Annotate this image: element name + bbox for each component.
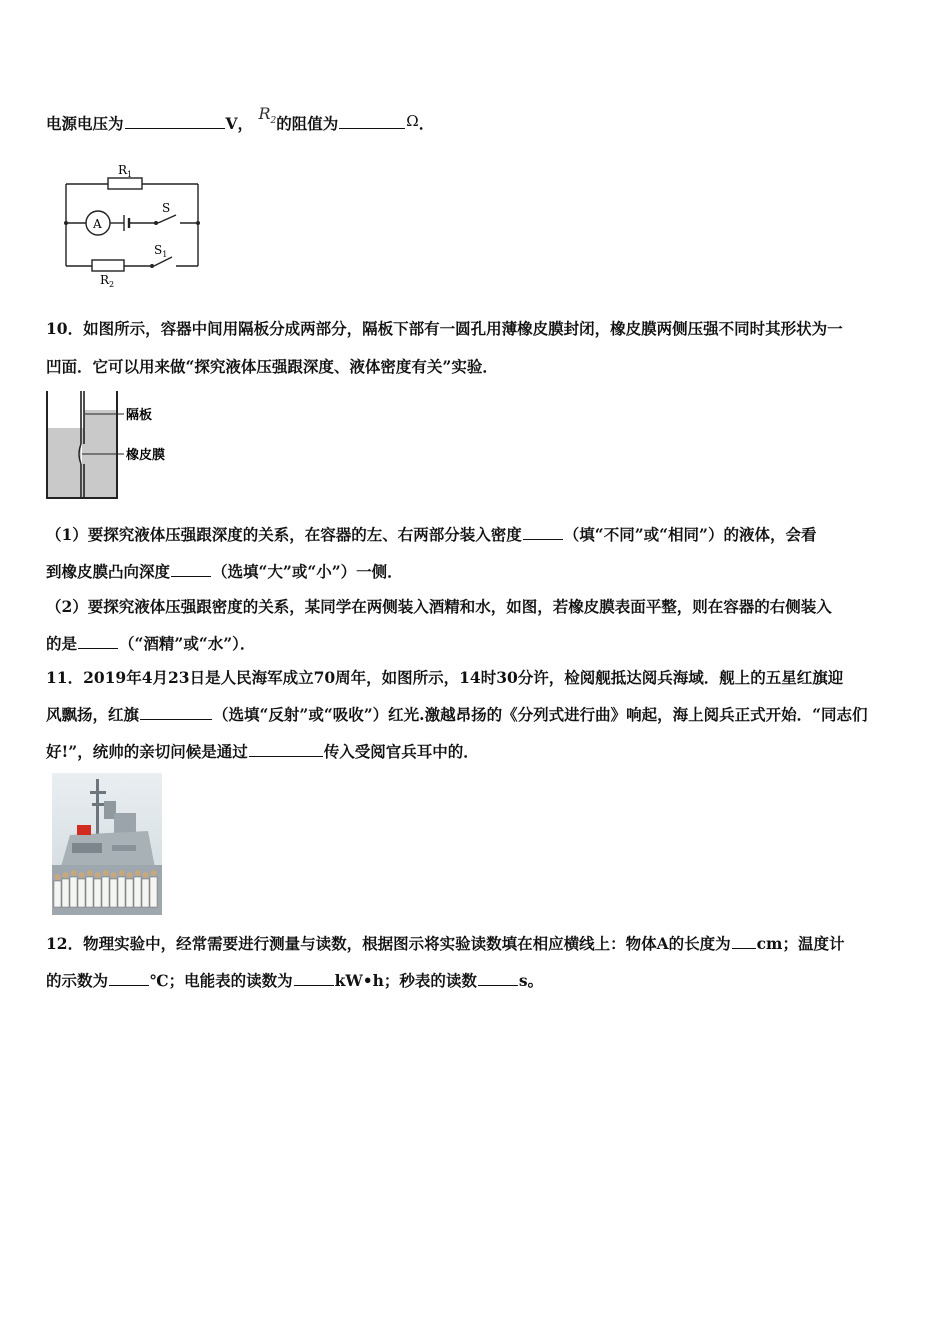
resistor-r2 [92, 260, 124, 271]
label-partition: 隔板 [126, 408, 153, 423]
q12-stopwatch-blank[interactable] [478, 971, 518, 986]
q12-temperature-blank[interactable] [109, 971, 149, 986]
q12-energy-blank[interactable] [294, 971, 334, 986]
q10-p1-line2: 到橡皮膜凸向深度 （选填“大”或“小”）一侧． [46, 562, 403, 581]
q12-length-blank[interactable] [732, 934, 756, 949]
q10-depth-blank[interactable] [171, 562, 211, 577]
q10-line2: 凹面．它可以用来做“探究液体压强跟深度、液体密度有关”实验． [46, 357, 498, 376]
q11-reflect-blank[interactable] [140, 705, 212, 720]
label-s: S [162, 201, 171, 215]
q12-line2: 的示数为 ℃；电能表的读数为 kW•h；秒表的读数 s。 [46, 971, 544, 990]
r2-symbol: $R_2$ [258, 104, 277, 127]
label-membrane: 橡皮膜 [126, 448, 166, 463]
resistor-r1 [108, 178, 142, 189]
q10-liquid-blank[interactable] [78, 634, 118, 649]
q10-p2-line2: 的是 （“酒精”或“水”）． [46, 634, 256, 653]
warship-photo [52, 773, 162, 915]
q11-medium-blank[interactable] [249, 742, 323, 757]
label-ammeter: A [93, 217, 102, 231]
q9-answer-line [46, 104, 906, 141]
q10-p2-line1: （2）要探究液体压强跟密度的关系，某同学在两侧装入酒精和水，如图，若橡皮膜表面平整，则在容器的右侧装入 [46, 597, 832, 616]
q10-line1: 10．如图所示，容器中间用隔板分成两部分，隔板下部有一圆孔用薄橡皮膜封闭，橡皮膜两侧压强不同时其形状为一 [46, 319, 843, 338]
q9-voltage-blank[interactable] [125, 114, 225, 129]
label-s1: $S_1$ [154, 243, 168, 259]
container-diagram [44, 388, 184, 504]
ohm-symbol: Ω [406, 112, 419, 130]
q10-p1-line1: （1）要探究液体压强跟深度的关系，在容器的左、右两部分装入密度 （填“不同”或“相同”）的液体，会看 [46, 525, 817, 544]
label-r2: $R_2$ [100, 273, 115, 289]
q11-line2: 风飘扬，红旗 （选填“反射”或“吸收”）红光.激越昂扬的《分列式进行曲》响起，海上阅兵正式开始．“同志们 [46, 705, 868, 724]
q9-text-v-unit: V， [225, 114, 254, 133]
q9-resistance-blank[interactable] [339, 114, 405, 129]
q9-end: ． [418, 114, 435, 133]
switch-s [158, 215, 176, 223]
q11-line1: 11．2019年4月23日是人民海军成立70周年，如图所示，14时30分许，检阅舰抵达阅兵海域．舰上的五星红旗迎 [46, 668, 844, 687]
q9-text-voltage: 电源电压为 [46, 114, 124, 133]
circuit-diagram [52, 158, 212, 290]
q10-density-blank[interactable] [523, 525, 563, 540]
q9-text-resistance: 的阻值为 [276, 114, 339, 133]
label-r1: $R_1$ [118, 163, 133, 179]
q12-line1: 12．物理实验中，经常需要进行测量与读数，根据图示将实验读数填在相应横线上：物体A的长度为 cm；温度计 [46, 934, 845, 953]
q11-line3: 好!”，统帅的亲切问候是通过 传入受阅官兵耳中的． [46, 742, 479, 761]
